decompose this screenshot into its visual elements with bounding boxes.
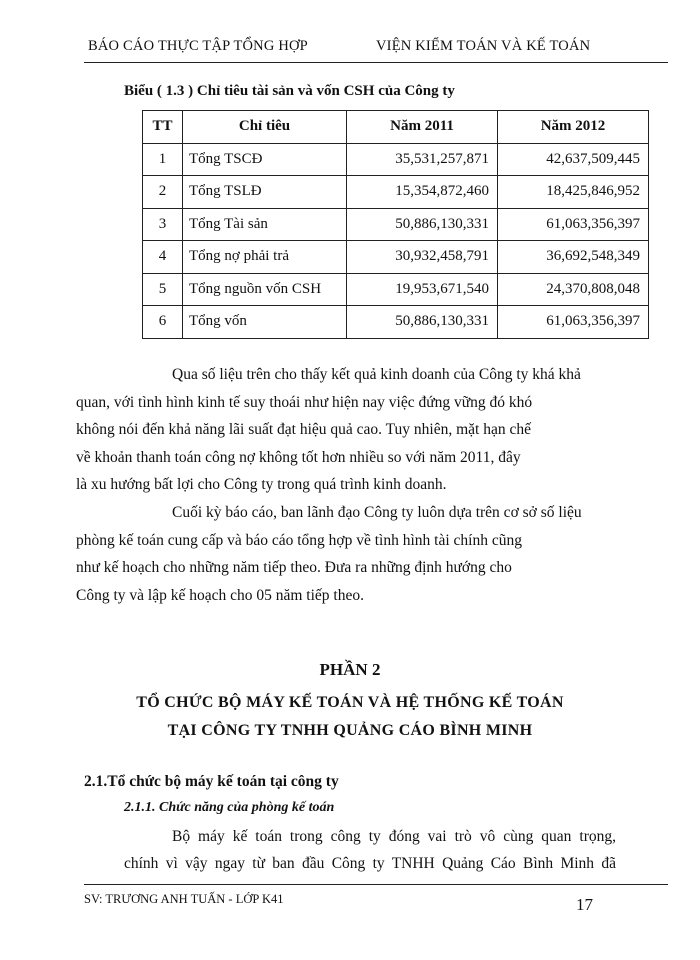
- cell-2012: 36,692,548,349: [498, 241, 649, 274]
- cell-indicator: Tổng TSCĐ: [183, 143, 347, 176]
- para1-line: là xu hướng bất lợi cho Công ty trong quá trình kinh doanh.: [76, 476, 447, 493]
- cell-indicator: Tổng vốn: [183, 306, 347, 339]
- cell-2011: 50,886,130,331: [347, 208, 498, 241]
- cell-tt: 2: [143, 176, 183, 209]
- cell-2011: 35,531,257,871: [347, 143, 498, 176]
- table-row: [143, 208, 649, 241]
- cell-tt: 4: [143, 241, 183, 274]
- column-header-indicator: Chỉ tiêu: [183, 111, 347, 144]
- cell-2011: 15,354,872,460: [347, 176, 498, 209]
- cell-tt: 1: [143, 143, 183, 176]
- column-header-2011: Năm 2011: [347, 111, 498, 144]
- section-body: [124, 823, 616, 877]
- table-row: [143, 306, 649, 339]
- table-row: [143, 143, 649, 176]
- footer-student: SV: TRƯƠNG ANH TUẤN - LỚP K41: [84, 892, 284, 906]
- table-row: [143, 273, 649, 306]
- column-header-2012: Năm 2012: [498, 111, 649, 144]
- cell-2012: 18,425,846,952: [498, 176, 649, 209]
- section-body-line: chính vì vậy ngay từ ban đầu Công ty TNHH Quảng Cáo Bình Minh đã: [124, 855, 616, 872]
- para2-line: Cuối kỳ báo cáo, ban lãnh đạo Công ty luôn dựa trên cơ sở số liệu: [172, 504, 582, 521]
- para1-line: quan, với tình hình kinh tế suy thoái như hiện nay việc đứng vững đó khó: [76, 393, 533, 411]
- cell-2012: 61,063,356,397: [498, 208, 649, 241]
- header-institute: VIỆN KIỂM TOÁN VÀ KẾ TOÁN: [376, 38, 591, 54]
- table-row: [143, 176, 649, 209]
- cell-2011: 30,932,458,791: [347, 241, 498, 274]
- table-caption: Biểu ( 1.3 ) Chỉ tiêu tài sản và vốn CSH của Công ty: [124, 83, 455, 99]
- cell-indicator: Tổng nợ phải trả: [183, 241, 347, 274]
- para2-line: như kế hoạch cho những năm tiếp theo. Đưa ra những định hướng cho: [76, 559, 512, 576]
- column-header-tt: TT: [143, 111, 183, 144]
- cell-2011: 19,953,671,540: [347, 273, 498, 306]
- part-title: PHẦN 2: [319, 660, 381, 679]
- cell-indicator: Tổng Tài sản: [183, 208, 347, 241]
- para2-line: phòng kế toán cung cấp và báo cáo tổng hợp về tình hình tài chính cũng: [76, 531, 522, 549]
- cell-tt: 3: [143, 208, 183, 241]
- section-body-line: Bộ máy kế toán trong công ty đóng vai trò vô cùng quan trọng,: [172, 828, 616, 845]
- analysis-paragraph: [76, 361, 612, 499]
- cell-2011: 50,886,130,331: [347, 306, 498, 339]
- part-subtitle-2: TẠI CÔNG TY TNHH QUẢNG CÁO BÌNH MINH: [167, 722, 533, 739]
- para1-line: không nói đến khả năng lãi suất đạt hiệu quả cao. Tuy nhiên, mặt hạn chế: [76, 421, 532, 438]
- cell-2012: 42,637,509,445: [498, 143, 649, 176]
- cell-2012: 61,063,356,397: [498, 306, 649, 339]
- para2-line: Công ty và lập kế hoạch cho 05 năm tiếp theo.: [76, 586, 364, 604]
- cell-2012: 24,370,808,048: [498, 273, 649, 306]
- cell-indicator: Tổng TSLĐ: [183, 176, 347, 209]
- page-number: 17: [576, 895, 593, 914]
- cell-tt: 6: [143, 306, 183, 339]
- subsection-heading: 2.1.1. Chức năng của phòng kế toán: [124, 800, 335, 815]
- table-header-row: [143, 111, 649, 144]
- para1-line: về khoản thanh toán công nợ không tốt hơn nhiều so với năm 2011, đây: [76, 448, 521, 466]
- planning-paragraph: [76, 499, 612, 609]
- asset-equity-table: [142, 110, 649, 339]
- section-heading: 2.1.Tổ chức bộ máy kế toán tại công ty: [84, 773, 339, 790]
- para1-line: Qua số liệu trên cho thấy kết quả kinh doanh của Công ty khá khả: [172, 366, 581, 383]
- cell-indicator: Tổng nguồn vốn CSH: [183, 273, 347, 306]
- part-subtitle-1: TỔ CHỨC BỘ MÁY KẾ TOÁN VÀ HỆ THỐNG KẾ TOÁN: [136, 694, 564, 711]
- header-rule: [84, 62, 668, 63]
- footer-rule: [84, 884, 668, 885]
- header-report-title: BÁO CÁO THỰC TẬP TỔNG HỢP: [88, 38, 308, 54]
- cell-tt: 5: [143, 273, 183, 306]
- table-row: [143, 241, 649, 274]
